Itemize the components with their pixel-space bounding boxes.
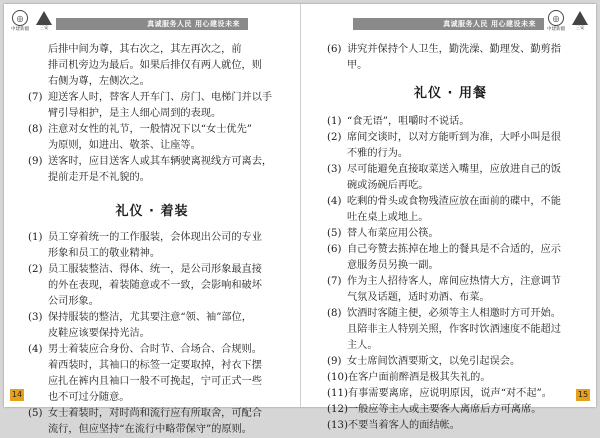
item-text: 饮酒时客随主便，必须等主人相邀时方可开始。 bbox=[347, 308, 561, 319]
list-item bbox=[28, 230, 276, 246]
list-item bbox=[28, 106, 276, 122]
item-text: 碗或汤碗后再吃。 bbox=[347, 180, 429, 191]
item-text: 也不可过分随意。 bbox=[48, 392, 130, 403]
item-number: (12) bbox=[327, 404, 348, 415]
list-item bbox=[327, 322, 574, 338]
list-item bbox=[327, 130, 574, 146]
item-text: 提前走开是不礼貌的。 bbox=[48, 172, 150, 183]
header-slogan: 真诚服务人民 用心建设未来 bbox=[443, 19, 536, 28]
logo-caption: 中建新疆 bbox=[547, 26, 566, 32]
list-item bbox=[327, 274, 574, 290]
list-item bbox=[28, 390, 276, 406]
item-number: (8) bbox=[327, 308, 342, 319]
list-item bbox=[28, 154, 276, 170]
list-item bbox=[28, 278, 276, 294]
item-text: 一般应等主人或主要客人离席后方可离席。 bbox=[347, 404, 542, 415]
item-text: 作为主人招待客人，席间应热情大方，注意调节 bbox=[347, 276, 561, 287]
list-dress-code bbox=[28, 230, 276, 438]
item-text: 替人布菜应用公筷。 bbox=[347, 228, 439, 239]
item-text: 在客户面前醉酒是极其失礼的。 bbox=[347, 372, 491, 383]
partner-logo bbox=[34, 10, 54, 36]
list-item bbox=[327, 114, 574, 130]
item-text: 送客时，应目送客人或其车辆驶离视线方可离去， bbox=[48, 156, 273, 167]
list-item bbox=[327, 226, 574, 242]
list-item bbox=[28, 74, 276, 90]
item-number: (5) bbox=[327, 228, 342, 239]
item-text: 且陪非主人特别关照，作客时饮酒速度不能超过 bbox=[347, 324, 561, 335]
item-text: 员工服装整洁、得体、统一，是公司形象最直接 bbox=[48, 264, 262, 275]
item-number: (1) bbox=[327, 116, 342, 127]
item-number: (4) bbox=[28, 344, 43, 355]
item-number: (8) bbox=[28, 124, 43, 135]
item-text: 注意对女性的礼节，一般情况下以“女士优先” bbox=[48, 124, 252, 135]
list-item bbox=[28, 406, 276, 422]
header-slogan: 真诚服务人民 用心建设未来 bbox=[147, 19, 240, 28]
right-page-body bbox=[327, 42, 574, 434]
list-item bbox=[327, 338, 574, 354]
item-text: 讲究并保持个人卫生，勤洗澡、勤理发、勤剪指甲。 bbox=[347, 44, 561, 71]
list-item bbox=[28, 294, 276, 310]
item-text: 公司形象。 bbox=[48, 296, 99, 307]
item-text: 女士着装时，对时尚和流行应有所取舍，可配合 bbox=[48, 408, 262, 419]
item-number: (7) bbox=[327, 276, 342, 287]
item-text: 右侧为尊，左侧次之。 bbox=[48, 76, 150, 87]
item-text: 流行，但应坚持“在流行中略带保守”的原则。 bbox=[48, 424, 252, 435]
company-logo bbox=[546, 10, 566, 36]
item-number: (10) bbox=[327, 372, 348, 383]
list-item bbox=[28, 42, 276, 58]
list-item bbox=[28, 58, 276, 74]
item-text: 吃剩的骨头或食物残渣应放在面前的碟中，不能 bbox=[347, 196, 561, 207]
list-item bbox=[28, 326, 276, 342]
item-number: (7) bbox=[28, 92, 43, 103]
item-text: 排司机旁边为最后。如果后排仅有两人就位，则 bbox=[48, 60, 262, 71]
item-number: (3) bbox=[327, 164, 342, 175]
list-item bbox=[28, 170, 276, 186]
item-text: 不雅的行为。 bbox=[347, 148, 409, 159]
partner-logo bbox=[570, 10, 590, 36]
list-item bbox=[327, 162, 574, 178]
list-item bbox=[28, 374, 276, 390]
item-text: 臂引导相护，是主人细心周到的表现。 bbox=[48, 108, 222, 119]
left-page-body bbox=[28, 42, 276, 438]
list-item bbox=[28, 138, 276, 154]
item-number: (13) bbox=[327, 420, 348, 431]
company-emblem-icon: ◎ bbox=[548, 10, 564, 26]
left-page bbox=[4, 4, 300, 435]
item-text: 主人。 bbox=[347, 340, 378, 351]
item-text: 为原则，如进出、敬茶、让座等。 bbox=[48, 140, 201, 151]
list-item bbox=[28, 422, 276, 438]
item-text: 迎送客人时，替客人开车门、房门、电梯门并以手 bbox=[48, 92, 273, 103]
list-item bbox=[327, 290, 574, 306]
list-item bbox=[327, 194, 574, 210]
item-text: 应扎在裤内且袖口一般不可挽起，宁可正式一些 bbox=[48, 376, 262, 387]
list-item bbox=[28, 262, 276, 278]
list-continued bbox=[28, 42, 276, 186]
list-item bbox=[327, 354, 574, 370]
item-number: (11) bbox=[327, 388, 348, 399]
page-number: 14 bbox=[11, 390, 23, 399]
mountain-emblem-icon bbox=[36, 11, 52, 25]
item-text: 员工穿着统一的工作服装，会体现出公司的专业 bbox=[48, 232, 262, 243]
page-number: 15 bbox=[577, 390, 589, 399]
item-text: 男士着装应合身份、合时节、合场合、合规则。 bbox=[48, 344, 262, 355]
item-text: 尽可能避免直接取菜送入嘴里，应放进自己的饭 bbox=[347, 164, 561, 175]
item-number: (6) bbox=[327, 44, 342, 55]
book-spread bbox=[4, 4, 596, 435]
item-text: “食无语”，咀嚼时不说话。 bbox=[347, 116, 470, 127]
list-item bbox=[327, 386, 574, 402]
list-item bbox=[28, 310, 276, 326]
item-number: (9) bbox=[327, 356, 342, 367]
item-text: 意服务员另换一副。 bbox=[347, 260, 439, 271]
item-number: (2) bbox=[327, 132, 342, 143]
item-text: 席间交谈时，以对方能听到为准，大呼小叫是很 bbox=[347, 132, 561, 143]
item-number: (9) bbox=[28, 156, 43, 167]
section-title: 礼仪 · 用餐 bbox=[414, 86, 487, 101]
list-item bbox=[28, 246, 276, 262]
item-text: 不要当着客人的面结帐。 bbox=[347, 420, 460, 431]
list-item bbox=[28, 90, 276, 106]
item-number: (4) bbox=[327, 196, 342, 207]
item-text: 有事需要离席，应说明原因，说声“对不起”。 bbox=[347, 388, 552, 399]
company-emblem-icon: ◎ bbox=[12, 10, 28, 26]
item-number: (2) bbox=[28, 264, 43, 275]
item-text: 气氛及话题，适时劝酒、布菜。 bbox=[347, 292, 490, 303]
logo-caption: 三安 bbox=[575, 25, 585, 31]
item-number: (3) bbox=[28, 312, 43, 323]
item-text: 自己夸赞去拣掉在地上的餐具是不合适的，应示 bbox=[347, 244, 561, 255]
list-dining bbox=[327, 114, 574, 434]
right-page bbox=[300, 4, 596, 431]
list-item bbox=[327, 306, 574, 322]
header-bar bbox=[56, 18, 248, 30]
item-text: 的外在表现，着装随意或不一致，会影响和破坏 bbox=[48, 280, 262, 291]
list-item bbox=[327, 42, 574, 74]
item-text: 女士席间饮酒要斯文，以免引起误会。 bbox=[347, 356, 521, 367]
item-text: 保持服装的整洁，尤其要注意“领、袖”部位， bbox=[48, 312, 252, 323]
list-item bbox=[327, 418, 574, 434]
list-item bbox=[327, 146, 574, 162]
page-header bbox=[307, 10, 590, 36]
item-text: 着西装时，其袖口的标签一定要取掉，衬衣下摆 bbox=[48, 360, 262, 371]
list-item bbox=[327, 210, 574, 226]
list-continued bbox=[327, 42, 574, 74]
mountain-emblem-icon bbox=[572, 11, 588, 25]
list-item bbox=[327, 178, 574, 194]
item-text: 吐在桌上或地上。 bbox=[347, 212, 429, 223]
item-text: 形象和员工的敬业精神。 bbox=[48, 248, 161, 259]
logo-caption: 中建新疆 bbox=[11, 26, 30, 32]
list-item bbox=[28, 358, 276, 374]
page-header bbox=[10, 10, 294, 36]
list-item bbox=[327, 258, 574, 274]
item-number: (1) bbox=[28, 232, 43, 243]
item-text: 后排中间为尊，其右次之，其左再次之，前 bbox=[48, 44, 242, 55]
company-logo bbox=[10, 10, 30, 36]
item-number: (6) bbox=[327, 244, 342, 255]
list-item bbox=[327, 370, 574, 386]
section-title: 礼仪 · 着装 bbox=[115, 204, 189, 219]
list-item bbox=[28, 342, 276, 358]
logo-caption: 三安 bbox=[39, 25, 49, 31]
list-item bbox=[327, 242, 574, 258]
list-item bbox=[327, 402, 574, 418]
item-number: (5) bbox=[28, 408, 43, 419]
list-item bbox=[28, 122, 276, 138]
header-bar bbox=[353, 18, 544, 30]
item-text: 皮鞋应该要保持光洁。 bbox=[48, 328, 150, 339]
